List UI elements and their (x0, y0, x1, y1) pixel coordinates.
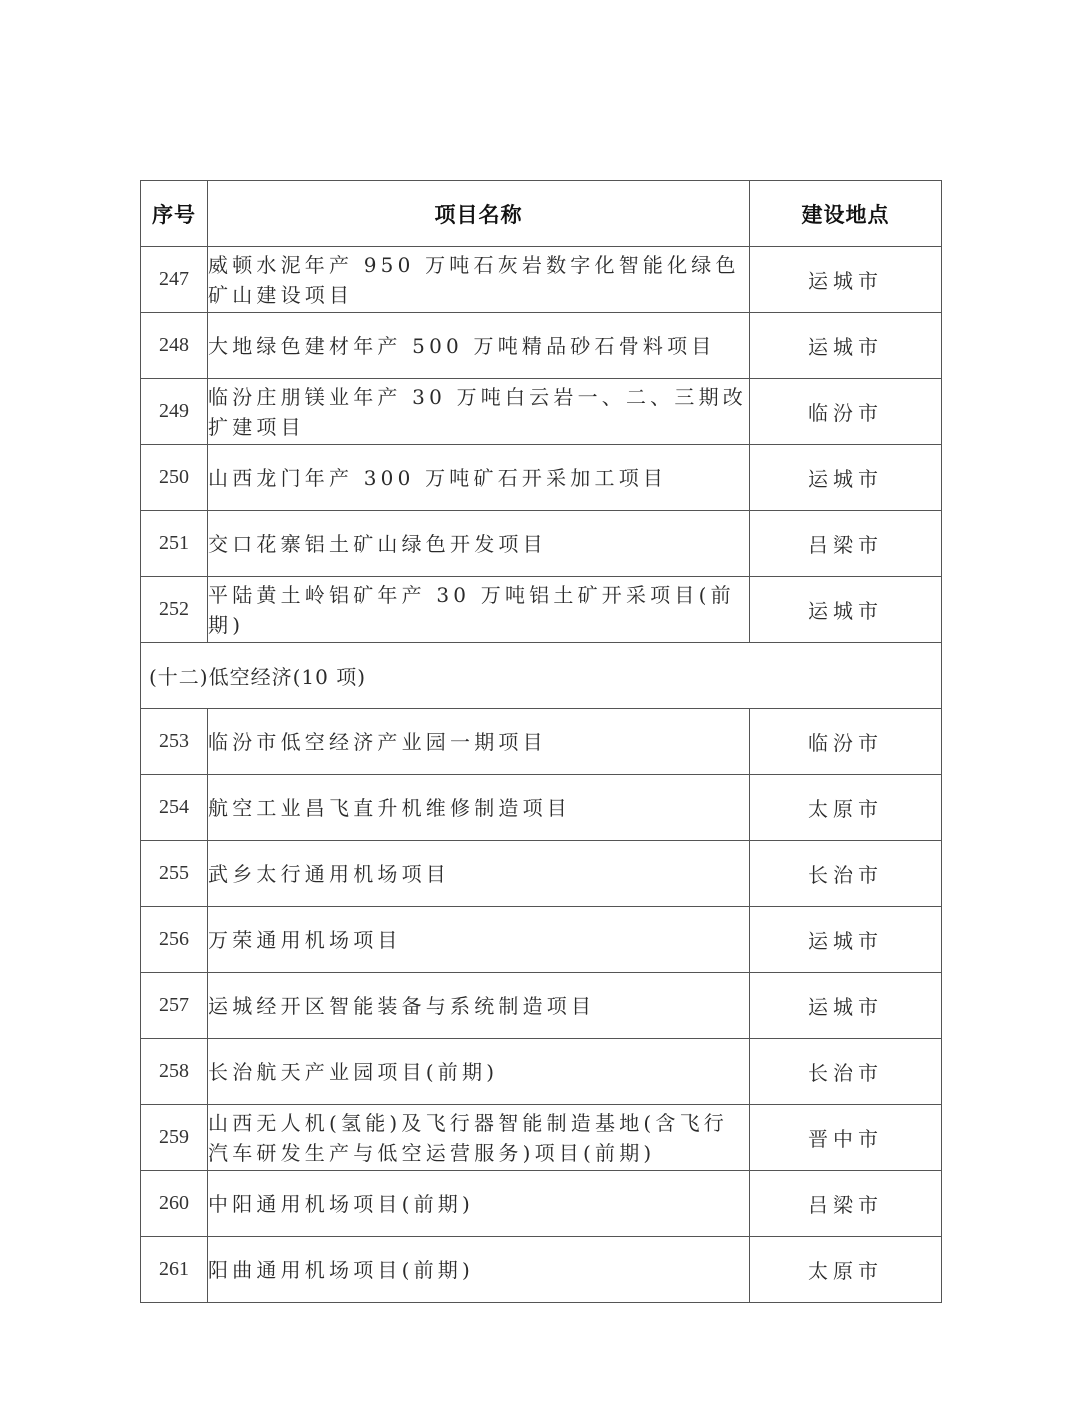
row-number: 247 (141, 247, 208, 313)
project-location: 临汾市 (750, 379, 942, 445)
table-row (141, 577, 942, 643)
project-table (140, 180, 942, 1303)
project-name: 交口花寨铝土矿山绿色开发项目 (208, 511, 750, 577)
project-location: 吕梁市 (750, 511, 942, 577)
header-name: 项目名称 (208, 181, 750, 247)
table-row (141, 379, 942, 445)
project-name: 临汾市低空经济产业园一期项目 (208, 709, 750, 775)
header-no: 序号 (141, 181, 208, 247)
row-number: 248 (141, 313, 208, 379)
project-location: 运城市 (750, 313, 942, 379)
table-row (141, 841, 942, 907)
project-location: 运城市 (750, 247, 942, 313)
header-location: 建设地点 (750, 181, 942, 247)
table-row (141, 1105, 942, 1171)
table-row (141, 907, 942, 973)
project-name: 威顿水泥年产 950 万吨石灰岩数字化智能化绿色矿山建设项目 (208, 247, 750, 313)
row-number: 260 (141, 1171, 208, 1237)
table-row (141, 247, 942, 313)
project-name: 大地绿色建材年产 500 万吨精品砂石骨料项目 (208, 313, 750, 379)
project-name: 中阳通用机场项目(前期) (208, 1171, 750, 1237)
row-number: 258 (141, 1039, 208, 1105)
row-number: 250 (141, 445, 208, 511)
table-row (141, 1171, 942, 1237)
project-location: 运城市 (750, 445, 942, 511)
section-row (141, 643, 942, 709)
project-name: 阳曲通用机场项目(前期) (208, 1237, 750, 1303)
project-name: 万荣通用机场项目 (208, 907, 750, 973)
row-number: 261 (141, 1237, 208, 1303)
row-number: 255 (141, 841, 208, 907)
table-row (141, 1237, 942, 1303)
table-header-row (141, 181, 942, 247)
project-location: 临汾市 (750, 709, 942, 775)
project-name: 长治航天产业园项目(前期) (208, 1039, 750, 1105)
project-location: 运城市 (750, 577, 942, 643)
row-number: 256 (141, 907, 208, 973)
project-name: 武乡太行通用机场项目 (208, 841, 750, 907)
project-location: 长治市 (750, 841, 942, 907)
project-name: 运城经开区智能装备与系统制造项目 (208, 973, 750, 1039)
row-number: 249 (141, 379, 208, 445)
row-number: 253 (141, 709, 208, 775)
table-row (141, 1039, 942, 1105)
table-row (141, 511, 942, 577)
row-number: 251 (141, 511, 208, 577)
table-row (141, 709, 942, 775)
project-name: 平陆黄土岭铝矿年产 30 万吨铝土矿开采项目(前期) (208, 577, 750, 643)
project-name: 山西无人机(氢能)及飞行器智能制造基地(含飞行汽车研发生产与低空运营服务)项目(前期) (208, 1105, 750, 1171)
project-location: 吕梁市 (750, 1171, 942, 1237)
project-location: 晋中市 (750, 1105, 942, 1171)
table-row (141, 775, 942, 841)
row-number: 259 (141, 1105, 208, 1171)
table-row (141, 313, 942, 379)
table-row (141, 445, 942, 511)
section-title: (十二)低空经济(10 项) (141, 643, 942, 709)
table-row (141, 973, 942, 1039)
project-location: 太原市 (750, 775, 942, 841)
project-name: 航空工业昌飞直升机维修制造项目 (208, 775, 750, 841)
project-location: 太原市 (750, 1237, 942, 1303)
row-number: 252 (141, 577, 208, 643)
project-name: 临汾庄朋镁业年产 30 万吨白云岩一、二、三期改扩建项目 (208, 379, 750, 445)
row-number: 254 (141, 775, 208, 841)
project-location: 运城市 (750, 973, 942, 1039)
project-location: 长治市 (750, 1039, 942, 1105)
row-number: 257 (141, 973, 208, 1039)
project-name: 山西龙门年产 300 万吨矿石开采加工项目 (208, 445, 750, 511)
project-location: 运城市 (750, 907, 942, 973)
